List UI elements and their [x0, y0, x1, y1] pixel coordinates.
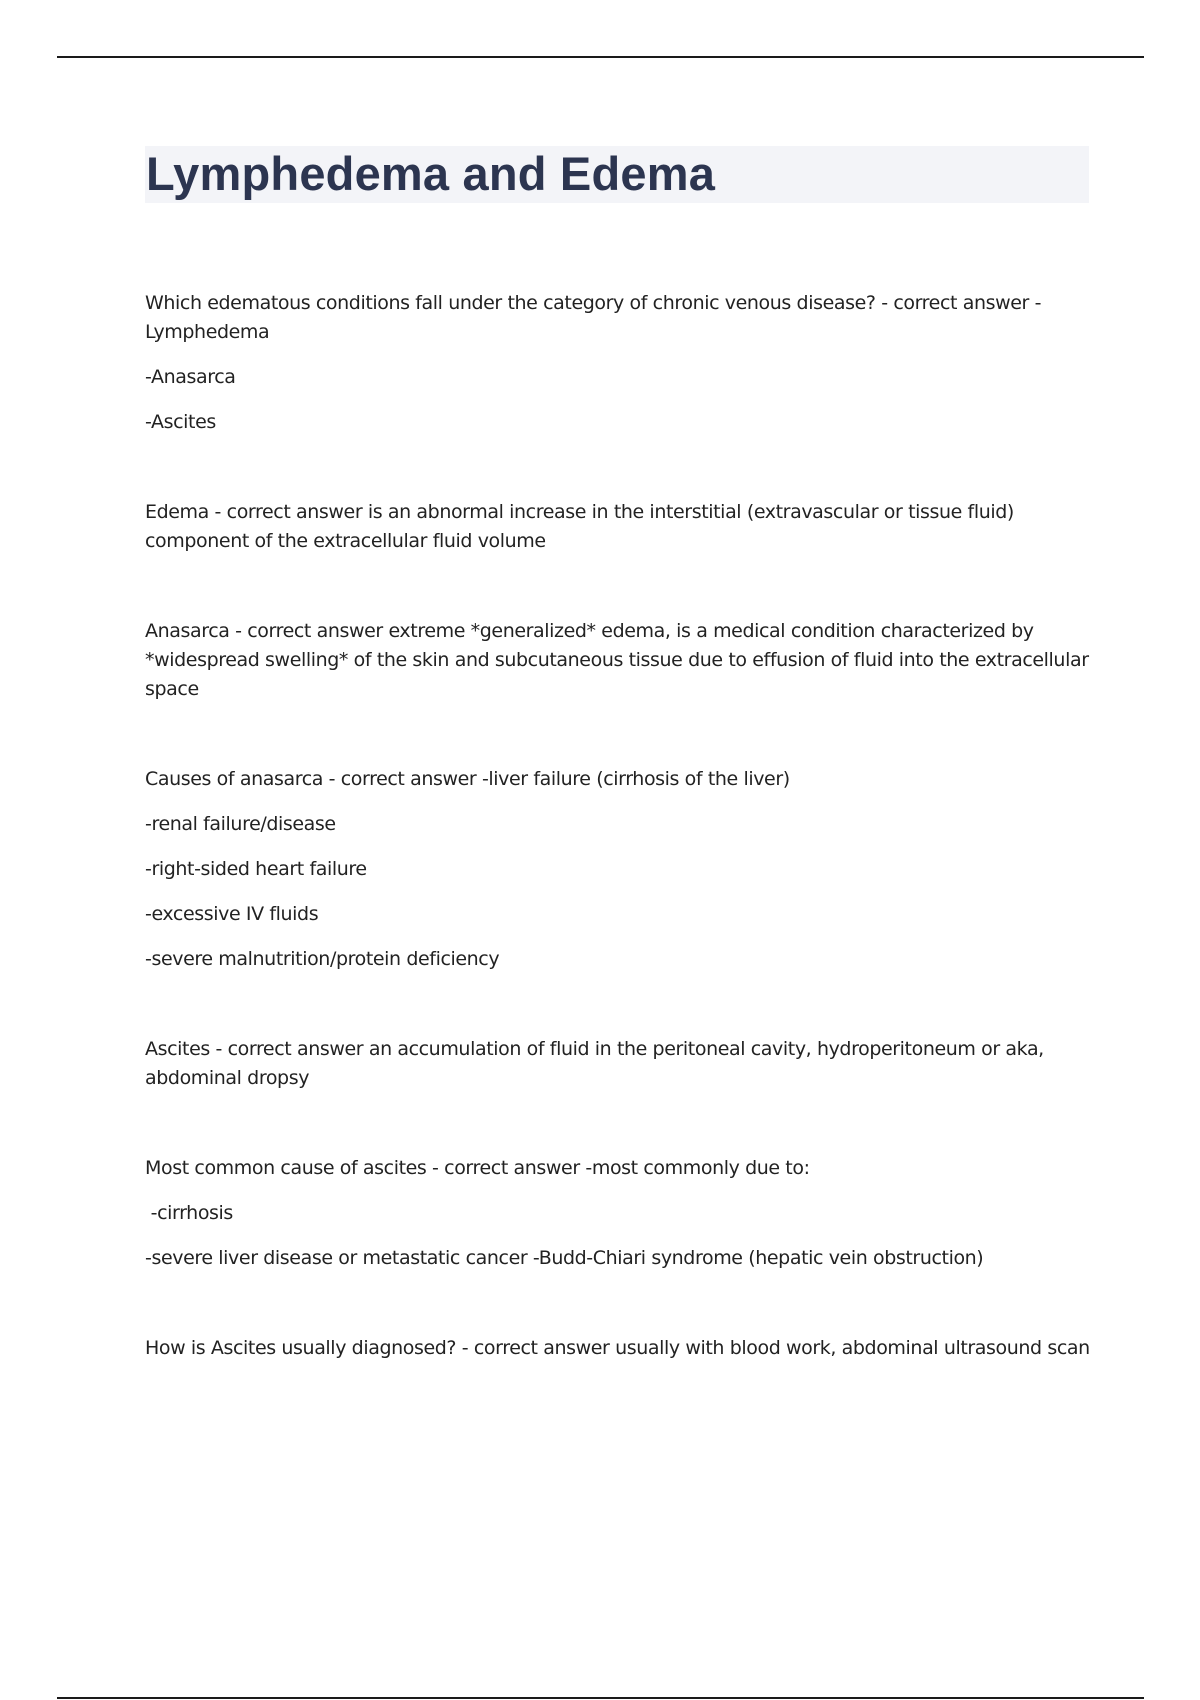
entry-text: How is Ascites usually diagnosed? - correct answer usually with blood work, abdominal ultrasound scan	[145, 1337, 1090, 1359]
entry-text: Edema - correct answer is an abnormal increase in the interstitial (extravascular or tissue fluid) component of the extracellular fluid volume	[145, 501, 1014, 552]
top-rule	[57, 56, 1144, 58]
qa-entry	[145, 1035, 1090, 1093]
entry-list-item: -Ascites	[145, 411, 216, 433]
entry-text: Which edematous conditions fall under the category of chronic venous disease? - correct answer - Lymphedema	[145, 292, 1042, 343]
entry-list-item: -excessive IV fluids	[145, 903, 319, 925]
entry-list-item: -Anasarca	[145, 366, 236, 388]
qa-entry	[145, 498, 1090, 556]
entry-text: Causes of anasarca - correct answer -liver failure (cirrhosis of the liver)	[145, 768, 790, 790]
qa-entry	[145, 1334, 1090, 1363]
entry-list-item: -right-sided heart failure	[145, 858, 367, 880]
page-title: Lymphedema and Edema	[146, 147, 716, 200]
entry-text: Most common cause of ascites - correct answer -most commonly due to:	[145, 1157, 810, 1179]
entry-list-item: -severe liver disease or metastatic cancer -Budd-Chiari syndrome (hepatic vein obstruction)	[145, 1247, 984, 1269]
qa-entry	[145, 765, 1090, 974]
qa-entry	[145, 1154, 1090, 1273]
bottom-rule	[57, 1697, 1144, 1699]
entry-list-item: -severe malnutrition/protein deficiency	[145, 948, 500, 970]
qa-entry	[145, 289, 1090, 437]
entry-text: Ascites - correct answer an accumulation of fluid in the peritoneal cavity, hydroperitoneum or aka, abdominal dropsy	[145, 1038, 1044, 1089]
document-body	[145, 289, 1090, 1363]
entry-list-item: -cirrhosis	[145, 1202, 233, 1224]
entry-text: Anasarca - correct answer extreme *generalized* edema, is a medical condition characterized by *widespread swelling* of the skin and subcutaneous tissue due to effusion of fluid into the extracellular space	[145, 620, 1089, 700]
entry-list-item: -renal failure/disease	[145, 813, 336, 835]
qa-entry	[145, 617, 1090, 704]
